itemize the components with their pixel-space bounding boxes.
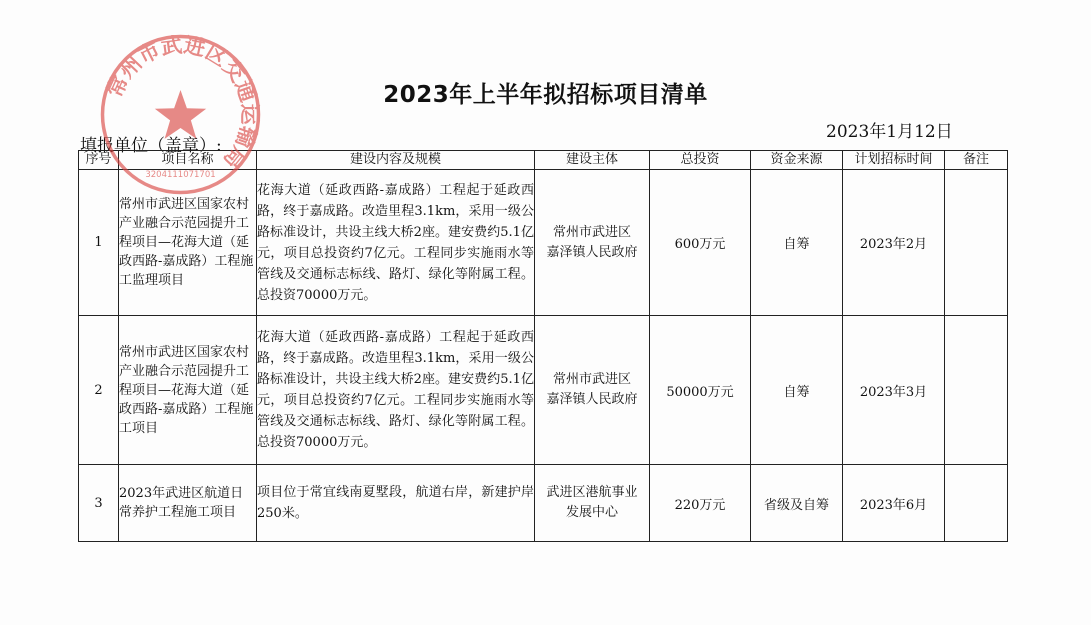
row-owner: [535, 465, 650, 542]
row-owner-line1: 武进区港航事业: [546, 485, 638, 500]
row-owner-line2: 嘉泽镇人民政府: [546, 392, 638, 407]
row-content: 花海大道（延政西路-嘉成路）工程起于延政西路，终于嘉成路。改造里程3.1km，采用一级公路标准设计，共设主线大桥2座。建安费约5.1亿元，项目总投资约7亿元。工程同步实施雨水等管线及交通标志标线、路灯、绿化等附属工程。总投资70000万元。: [257, 170, 535, 316]
header-name: 项目名称: [119, 151, 257, 170]
header-index: 序号: [79, 151, 119, 170]
row-content: 项目位于常宜线南夏墅段，航道右岸，新建护岸250米。: [257, 465, 535, 542]
document-title: 2023年上半年拟招标项目清单: [383, 82, 708, 108]
seal-serial: 3204111071701: [145, 170, 216, 180]
document-date: 2023年1月12日: [826, 122, 953, 142]
row-remark: [945, 465, 1008, 542]
seal-arc-textpath: 常州市武进区交通运输局: [102, 32, 262, 174]
row-owner-line1: 常州市武进区: [552, 372, 631, 387]
row-project-name: 2023年武进区航道日常养护工程施工项目: [119, 465, 257, 542]
row-remark: [945, 170, 1008, 316]
row-schedule: 2023年6月: [843, 465, 945, 542]
header-owner: 建设主体: [535, 151, 650, 170]
row-funding: 自筹: [751, 316, 843, 465]
row-index: 3: [79, 465, 119, 542]
row-owner: [535, 316, 650, 465]
header-schedule: 计划招标时间: [843, 151, 945, 170]
row-investment: 220万元: [650, 465, 751, 542]
row-remark: [945, 316, 1008, 465]
seal-star-icon: [155, 90, 206, 139]
row-investment: 50000万元: [650, 316, 751, 465]
row-index: 1: [79, 170, 119, 316]
reporting-unit-label: 填报单位（盖章）:: [80, 136, 222, 156]
row-owner: [535, 170, 650, 316]
row-project-name: 常州市武进区国家农村产业融合示范园提升工程项目—花海大道（延政西路-嘉成路）工程施工项目: [119, 316, 257, 465]
row-index: 2: [79, 316, 119, 465]
official-seal: [98, 32, 263, 197]
row-project-name: 常州市武进区国家农村产业融合示范园提升工程项目—花海大道（延政西路-嘉成路）工程施工监理项目: [119, 170, 257, 316]
header-funding: 资金来源: [751, 151, 843, 170]
header-investment: 总投资: [650, 151, 751, 170]
row-owner-line1: 常州市武进区: [552, 224, 631, 240]
row-funding: 自筹: [751, 170, 843, 316]
header-content: 建设内容及规模: [257, 151, 535, 170]
bidding-project-table: [78, 150, 1008, 542]
row-owner-line2: 嘉泽镇人民政府: [546, 244, 638, 260]
table-row: [79, 316, 1008, 465]
row-schedule: 2023年3月: [843, 316, 945, 465]
row-owner-line2: 发展中心: [565, 505, 618, 520]
row-investment: 600万元: [650, 170, 751, 316]
row-funding: 省级及自筹: [751, 465, 843, 542]
row-content: 花海大道（延政西路-嘉成路）工程起于延政西路，终于嘉成路。改造里程3.1km，采用一级公路标准设计，共设主线大桥2座。建安费约5.1亿元，项目总投资约7亿元。工程同步实施雨水等管线及交通标志标线、路灯、绿化等附属工程。总投资70000万元。: [257, 316, 535, 465]
header-remark: 备注: [945, 151, 1008, 170]
row-schedule: 2023年2月: [843, 170, 945, 316]
table-row: [79, 465, 1008, 542]
